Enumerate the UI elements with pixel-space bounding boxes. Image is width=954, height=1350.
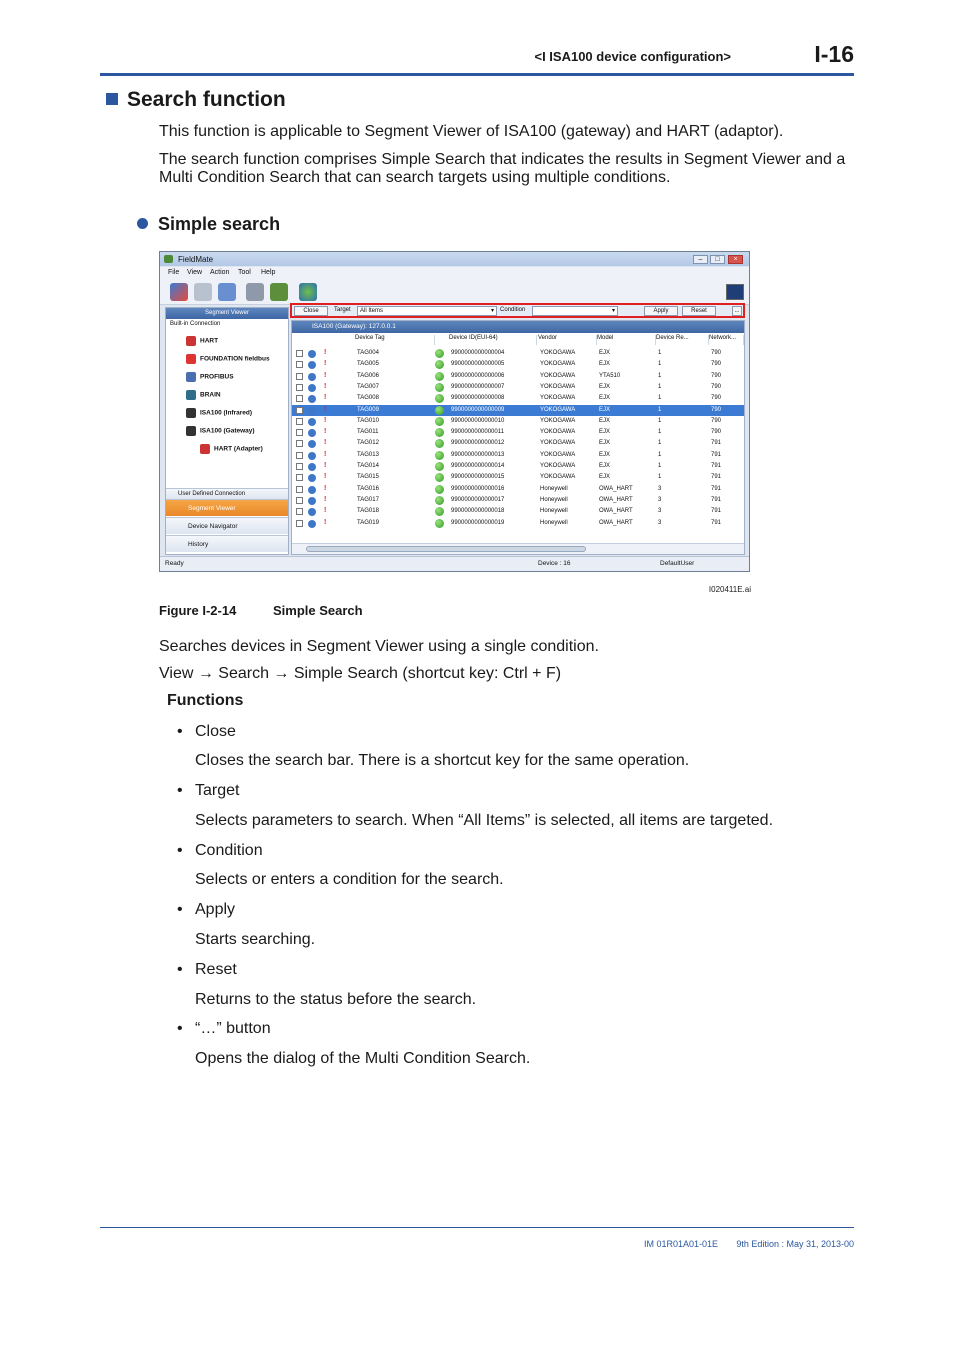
- table-cell: 791: [711, 463, 722, 469]
- minimize-button[interactable]: –: [693, 255, 708, 264]
- table-cell: TAG019: [357, 519, 379, 526]
- table-cell: YOKOGAWA: [540, 383, 576, 390]
- disconnect-icon[interactable]: [194, 283, 212, 301]
- alert-icon: !: [324, 394, 327, 402]
- function-item-more-button: • “…” button: [177, 1020, 271, 1037]
- alert-icon: !: [324, 349, 327, 356]
- horizontal-scrollbar[interactable]: [292, 543, 744, 554]
- segment-viewer-pane-title: Segment Viewer: [166, 308, 288, 319]
- table-cell: 9900000000000006: [451, 372, 505, 379]
- table-cell: 9900000000000014: [451, 463, 505, 469]
- nav-history[interactable]: History: [166, 535, 288, 552]
- table-cell: Honeywell: [540, 496, 568, 503]
- status-device-count: Device : 16: [538, 560, 571, 567]
- table-cell: TAG011: [357, 429, 379, 436]
- check-status-icon: [308, 395, 316, 403]
- table-cell: 791: [711, 496, 722, 503]
- isa100-icon: [186, 426, 196, 436]
- table-cell: 9900000000000010: [451, 417, 505, 424]
- table-cell: 3: [658, 519, 662, 526]
- check-status-icon: [308, 452, 316, 460]
- table-cell: 9900000000000007: [451, 383, 505, 390]
- table-row[interactable]: [292, 359, 744, 370]
- menu-bar: [160, 267, 749, 279]
- table-cell: 790: [711, 383, 722, 390]
- function-item-target: • Target: [177, 782, 240, 799]
- row-checkbox[interactable]: [296, 373, 303, 380]
- table-cell: 9900000000000004: [451, 350, 505, 356]
- check-status-icon: [308, 440, 316, 448]
- table-cell: YOKOGAWA: [540, 395, 576, 402]
- table-cell: YOKOGAWA: [540, 372, 576, 379]
- table-cell: TAG006: [357, 372, 379, 379]
- table-cell: OWA_HART: [599, 485, 633, 492]
- check-status-icon: [308, 361, 316, 369]
- table-row[interactable]: [292, 495, 744, 506]
- fieldmate-screenshot: [159, 251, 750, 572]
- check-status-icon: [308, 463, 316, 471]
- table-cell: 1: [658, 417, 662, 424]
- table-row[interactable]: [292, 472, 744, 483]
- page-number: I-16: [814, 41, 854, 67]
- table-row[interactable]: [292, 506, 744, 517]
- table-cell: YOKOGAWA: [540, 451, 576, 458]
- table-cell: 1: [658, 463, 662, 469]
- tree-item-isa100-infrared[interactable]: ISA100 (Infrared): [186, 408, 252, 418]
- table-cell: YTA510: [599, 372, 621, 379]
- table-row[interactable]: [292, 461, 744, 472]
- col-device-tag[interactable]: Device Tag: [355, 335, 435, 345]
- close-window-button[interactable]: ×: [728, 255, 743, 264]
- row-checkbox[interactable]: [296, 350, 303, 357]
- alert-icon: !: [324, 484, 327, 492]
- figure-number: Figure I-2-14: [159, 603, 237, 618]
- check-status-icon: [308, 350, 316, 358]
- table-cell: Honeywell: [540, 508, 568, 515]
- table-cell: Honeywell: [540, 519, 568, 526]
- dropdown-arrow-icon: ▾: [611, 308, 615, 314]
- menu-file[interactable]: File: [168, 269, 180, 276]
- figure-caption: [159, 603, 363, 618]
- table-cell: YOKOGAWA: [540, 350, 576, 356]
- table-cell: EJX: [599, 383, 611, 390]
- table-cell: 9900000000000008: [451, 395, 505, 402]
- description: Searches devices in Segment Viewer using a single condition.: [159, 638, 599, 655]
- check-status-icon: [308, 497, 316, 505]
- row-checkbox[interactable]: [296, 497, 303, 504]
- network-icon[interactable]: [299, 283, 317, 301]
- table-cell: EJX: [599, 395, 611, 402]
- row-checkbox[interactable]: [296, 486, 303, 493]
- maximize-button[interactable]: □: [710, 255, 725, 264]
- grid-title: ISA100 (Gateway): 127.0.0.1: [292, 321, 744, 333]
- table-cell: 1: [658, 429, 662, 436]
- section-title-text: Search function: [127, 88, 286, 111]
- subsection-title-text: Simple search: [158, 214, 281, 234]
- alert-icon: !: [324, 473, 327, 481]
- table-cell: EJX: [599, 361, 611, 368]
- table-cell: 791: [711, 474, 722, 481]
- circle-bullet-icon: [137, 218, 148, 229]
- table-cell: YOKOGAWA: [540, 361, 576, 368]
- table-cell: OWA_HART: [599, 519, 633, 526]
- condition-label: Condition: [500, 307, 526, 313]
- search-close-button[interactable]: Close: [294, 306, 328, 316]
- alert-icon: !: [324, 416, 327, 424]
- check-status-icon: [308, 474, 316, 482]
- section-title: [106, 88, 286, 112]
- table-cell: TAG010: [357, 417, 379, 424]
- table-row[interactable]: [292, 382, 744, 393]
- tree-item-brain[interactable]: BRAIN: [186, 390, 221, 400]
- search-icon[interactable]: [246, 283, 264, 301]
- table-cell: 3: [658, 508, 662, 515]
- tree-item-isa100-gateway[interactable]: ISA100 (Gateway): [186, 426, 255, 436]
- table-cell: 790: [711, 372, 722, 379]
- alert-icon: !: [324, 360, 327, 368]
- table-cell: 790: [711, 361, 722, 368]
- nav-segment-viewer[interactable]: Segment Viewer: [166, 499, 288, 516]
- subsection-title: [137, 214, 280, 235]
- table-cell: 9900000000000005: [451, 361, 505, 368]
- table-row[interactable]: [292, 405, 744, 416]
- intro-paragraph-1: This function is applicable to Segment Viewer of ISA100 (gateway) and HART (adaptor).: [159, 123, 784, 140]
- connect-icon[interactable]: [170, 283, 188, 301]
- table-cell: 791: [711, 485, 722, 492]
- table-cell: TAG013: [357, 451, 379, 458]
- tree-item-hart-adapter[interactable]: HART (Adapter): [200, 444, 263, 454]
- col-network[interactable]: Network...: [709, 335, 744, 345]
- table-cell: 791: [711, 508, 722, 515]
- footer-document-number: IM 01R01A01-01E: [643, 1239, 718, 1249]
- function-desc-condition: Selects or enters a condition for the search.: [195, 871, 504, 888]
- row-checkbox[interactable]: [296, 440, 303, 447]
- table-cell: TAG005: [357, 361, 379, 368]
- status-bar: [160, 556, 749, 571]
- table-cell: YOKOGAWA: [540, 474, 576, 481]
- table-cell: OWA_HART: [599, 508, 633, 515]
- app-titlebar: [160, 252, 749, 266]
- table-cell: OWA_HART: [599, 496, 633, 503]
- table-cell: TAG014: [357, 463, 379, 469]
- status-user: DefaultUser: [660, 560, 695, 567]
- menu-tool[interactable]: Tool: [238, 269, 251, 276]
- table-row[interactable]: [292, 484, 744, 495]
- alert-icon: !: [324, 450, 327, 458]
- figure-reference: I020411E.ai: [708, 585, 751, 594]
- table-cell: 9900000000000009: [451, 406, 505, 413]
- profibus-icon: [186, 372, 196, 382]
- table-cell: 790: [711, 395, 722, 402]
- alert-icon: !: [324, 428, 327, 436]
- status-green-icon: [435, 507, 444, 516]
- table-cell: TAG017: [357, 496, 379, 503]
- header-rule: [100, 73, 854, 76]
- function-item-close: • Close: [177, 723, 236, 740]
- footer-edition: 9th Edition : May 31, 2013-00: [736, 1239, 854, 1249]
- table-cell: 9900000000000019: [451, 519, 505, 526]
- table-cell: TAG015: [357, 474, 379, 481]
- target-select[interactable]: [357, 306, 497, 316]
- table-cell: 1: [658, 395, 662, 402]
- dropdown-arrow-icon: ▾: [490, 308, 494, 314]
- table-cell: 1: [658, 440, 662, 447]
- fieldbus-icon: [186, 354, 196, 364]
- table-cell: 790: [711, 429, 722, 436]
- tree-item-profibus[interactable]: PROFIBUS: [186, 372, 234, 382]
- table-cell: 1: [658, 372, 662, 379]
- col-vendor[interactable]: Vendor: [538, 335, 597, 345]
- alert-icon: !: [324, 405, 327, 413]
- table-cell: EJX: [599, 429, 611, 436]
- status-green-icon: [435, 473, 444, 482]
- status-green-icon: [435, 394, 444, 403]
- row-checkbox[interactable]: [296, 361, 303, 368]
- function-desc-target: Selects parameters to search. When “All Items” is selected, all items are targeted.: [195, 812, 774, 829]
- table-row[interactable]: [292, 416, 744, 427]
- table-cell: 1: [658, 350, 662, 356]
- status-green-icon: [435, 439, 444, 448]
- hart-icon: [200, 444, 210, 454]
- table-row[interactable]: [292, 427, 744, 438]
- table-cell: EJX: [599, 406, 611, 413]
- table-cell: 1: [658, 406, 662, 413]
- table-cell: 9900000000000011: [451, 429, 504, 436]
- brain-icon: [186, 390, 196, 400]
- alert-icon: !: [324, 507, 327, 515]
- alert-icon: !: [324, 371, 327, 379]
- app-title: FieldMate: [178, 255, 214, 264]
- table-row[interactable]: [292, 438, 744, 449]
- table-cell: 790: [711, 350, 722, 356]
- check-status-icon: [308, 520, 316, 528]
- functions-heading: Functions: [167, 692, 244, 709]
- check-status-icon: [308, 407, 316, 415]
- row-checkbox[interactable]: [296, 452, 303, 459]
- table-row[interactable]: [292, 348, 744, 359]
- table-cell: EJX: [599, 440, 611, 447]
- function-desc-close: Closes the search bar. There is a shortcut key for the same operation.: [195, 752, 690, 769]
- row-checkbox[interactable]: [296, 384, 303, 391]
- table-cell: 1: [658, 451, 662, 458]
- table-cell: Honeywell: [540, 485, 568, 492]
- figure-title: Simple Search: [273, 603, 363, 618]
- target-label: Target: [334, 307, 351, 313]
- table-cell: TAG008: [357, 395, 379, 402]
- builtin-connection-label: Built-in Connection: [170, 321, 221, 327]
- table-row[interactable]: [292, 371, 744, 382]
- table-cell: 791: [711, 440, 722, 447]
- check-status-icon: [308, 418, 316, 426]
- status-green-icon: [435, 372, 444, 381]
- table-row[interactable]: [292, 450, 744, 461]
- status-green-icon: [435, 485, 444, 494]
- table-cell: 9900000000000013: [451, 451, 505, 458]
- table-cell: YOKOGAWA: [540, 463, 576, 469]
- header-title: <I ISA100 device configuration>: [534, 49, 731, 64]
- status-green-icon: [435, 496, 444, 505]
- schedule-icon[interactable]: [218, 283, 236, 301]
- col-device-id[interactable]: Device ID(EUI-64): [449, 335, 537, 345]
- tree-item-hart[interactable]: HART: [186, 336, 218, 346]
- table-cell: 1: [658, 474, 662, 481]
- table-cell: TAG007: [357, 383, 379, 390]
- table-cell: EJX: [599, 350, 611, 356]
- panel-toggle-icon[interactable]: [726, 284, 744, 300]
- status-green-icon: [435, 383, 444, 392]
- device-tool-icon[interactable]: [270, 283, 288, 301]
- row-checkbox[interactable]: [296, 520, 303, 527]
- menu-view[interactable]: View: [187, 269, 203, 276]
- square-bullet-icon: [106, 93, 118, 105]
- check-status-icon: [308, 486, 316, 494]
- toolbar: [160, 279, 749, 305]
- table-cell: YOKOGAWA: [540, 417, 576, 424]
- table-cell: TAG009: [357, 406, 379, 413]
- menu-action[interactable]: Action: [210, 269, 230, 276]
- table-row[interactable]: [292, 393, 744, 404]
- function-desc-reset: Returns to the status before the search.: [195, 991, 477, 1008]
- col-model[interactable]: Model: [597, 335, 656, 345]
- row-checkbox[interactable]: [296, 395, 303, 402]
- table-cell: EJX: [599, 417, 611, 424]
- function-desc-more-button: Opens the dialog of the Multi Condition Search.: [195, 1050, 531, 1067]
- status-green-icon: [435, 462, 444, 471]
- table-cell: 791: [711, 519, 722, 526]
- table-row[interactable]: [292, 518, 744, 529]
- check-status-icon: [308, 429, 316, 437]
- apply-button[interactable]: Apply: [644, 306, 678, 316]
- multi-condition-button[interactable]: ...: [732, 306, 742, 316]
- nav-device-navigator[interactable]: Device Navigator: [166, 517, 288, 534]
- table-cell: TAG016: [357, 485, 379, 492]
- col-device-revision[interactable]: Device Re...: [656, 335, 709, 345]
- check-status-icon: [308, 373, 316, 381]
- reset-button[interactable]: Reset: [682, 306, 716, 316]
- alert-icon: !: [324, 518, 327, 526]
- table-cell: 9900000000000016: [451, 485, 505, 492]
- table-cell: EJX: [599, 474, 611, 481]
- table-cell: EJX: [599, 463, 611, 469]
- left-pane: [165, 307, 289, 555]
- table-cell: YOKOGAWA: [540, 440, 576, 447]
- status-green-icon: [435, 406, 444, 415]
- table-cell: 790: [711, 417, 722, 424]
- table-cell: 3: [658, 485, 662, 492]
- intro-paragraph-2: The search function comprises Simple Search that indicates the results in Segment Viewer and a Multi Condition Search that can search targets using multiple conditions.: [159, 151, 846, 186]
- scrollbar-thumb[interactable]: [306, 546, 586, 552]
- table-cell: TAG018: [357, 508, 379, 515]
- menu-help[interactable]: Help: [261, 269, 276, 276]
- table-cell: YOKOGAWA: [540, 429, 576, 436]
- segment-grid: [291, 320, 745, 555]
- condition-input[interactable]: [532, 306, 618, 316]
- target-select-value: All Items: [360, 308, 384, 314]
- table-cell: 9900000000000012: [451, 440, 505, 447]
- table-cell: 791: [711, 451, 722, 458]
- row-checkbox[interactable]: [296, 418, 303, 425]
- row-checkbox[interactable]: [296, 463, 303, 470]
- function-item-condition: • Condition: [177, 842, 263, 859]
- table-cell: 9900000000000015: [451, 474, 505, 481]
- function-desc-apply: Starts searching.: [195, 931, 316, 948]
- app-logo-icon: [164, 255, 173, 263]
- check-status-icon: [308, 508, 316, 516]
- table-cell: TAG012: [357, 440, 379, 447]
- status-green-icon: [435, 349, 444, 358]
- simple-search-bar: [290, 303, 745, 318]
- isa100-icon: [186, 408, 196, 418]
- table-cell: 790: [711, 406, 722, 413]
- status-green-icon: [435, 360, 444, 369]
- table-cell: YOKOGAWA: [540, 406, 576, 413]
- check-status-icon: [308, 384, 316, 392]
- hart-icon: [186, 336, 196, 346]
- alert-icon: !: [324, 462, 327, 469]
- menu-path: View → Search → Simple Search (shortcut key: Ctrl + F): [159, 665, 562, 682]
- table-cell: 1: [658, 361, 662, 368]
- row-checkbox[interactable]: [296, 407, 303, 414]
- status-green-icon: [435, 428, 444, 437]
- table-cell: EJX: [599, 451, 611, 458]
- table-cell: 9900000000000018: [451, 508, 505, 515]
- table-cell: TAG004: [357, 350, 379, 356]
- tree-item-foundation-fieldbus[interactable]: FOUNDATION fieldbus: [186, 354, 270, 364]
- status-ready: Ready: [165, 560, 184, 567]
- alert-icon: !: [324, 439, 327, 447]
- table-cell: 9900000000000017: [451, 496, 505, 503]
- user-defined-connection[interactable]: User Defined Connection: [166, 488, 288, 499]
- alert-icon: !: [324, 495, 327, 503]
- function-item-reset: • Reset: [177, 961, 237, 978]
- status-green-icon: [435, 519, 444, 528]
- table-cell: 3: [658, 496, 662, 503]
- status-green-icon: [435, 417, 444, 426]
- table-cell: 1: [658, 383, 662, 390]
- row-checkbox[interactable]: [296, 474, 303, 481]
- row-checkbox[interactable]: [296, 429, 303, 436]
- row-checkbox[interactable]: [296, 508, 303, 515]
- function-item-apply: • Apply: [177, 901, 236, 918]
- footer-rule: [100, 1227, 854, 1228]
- status-green-icon: [435, 451, 444, 460]
- alert-icon: !: [324, 382, 327, 390]
